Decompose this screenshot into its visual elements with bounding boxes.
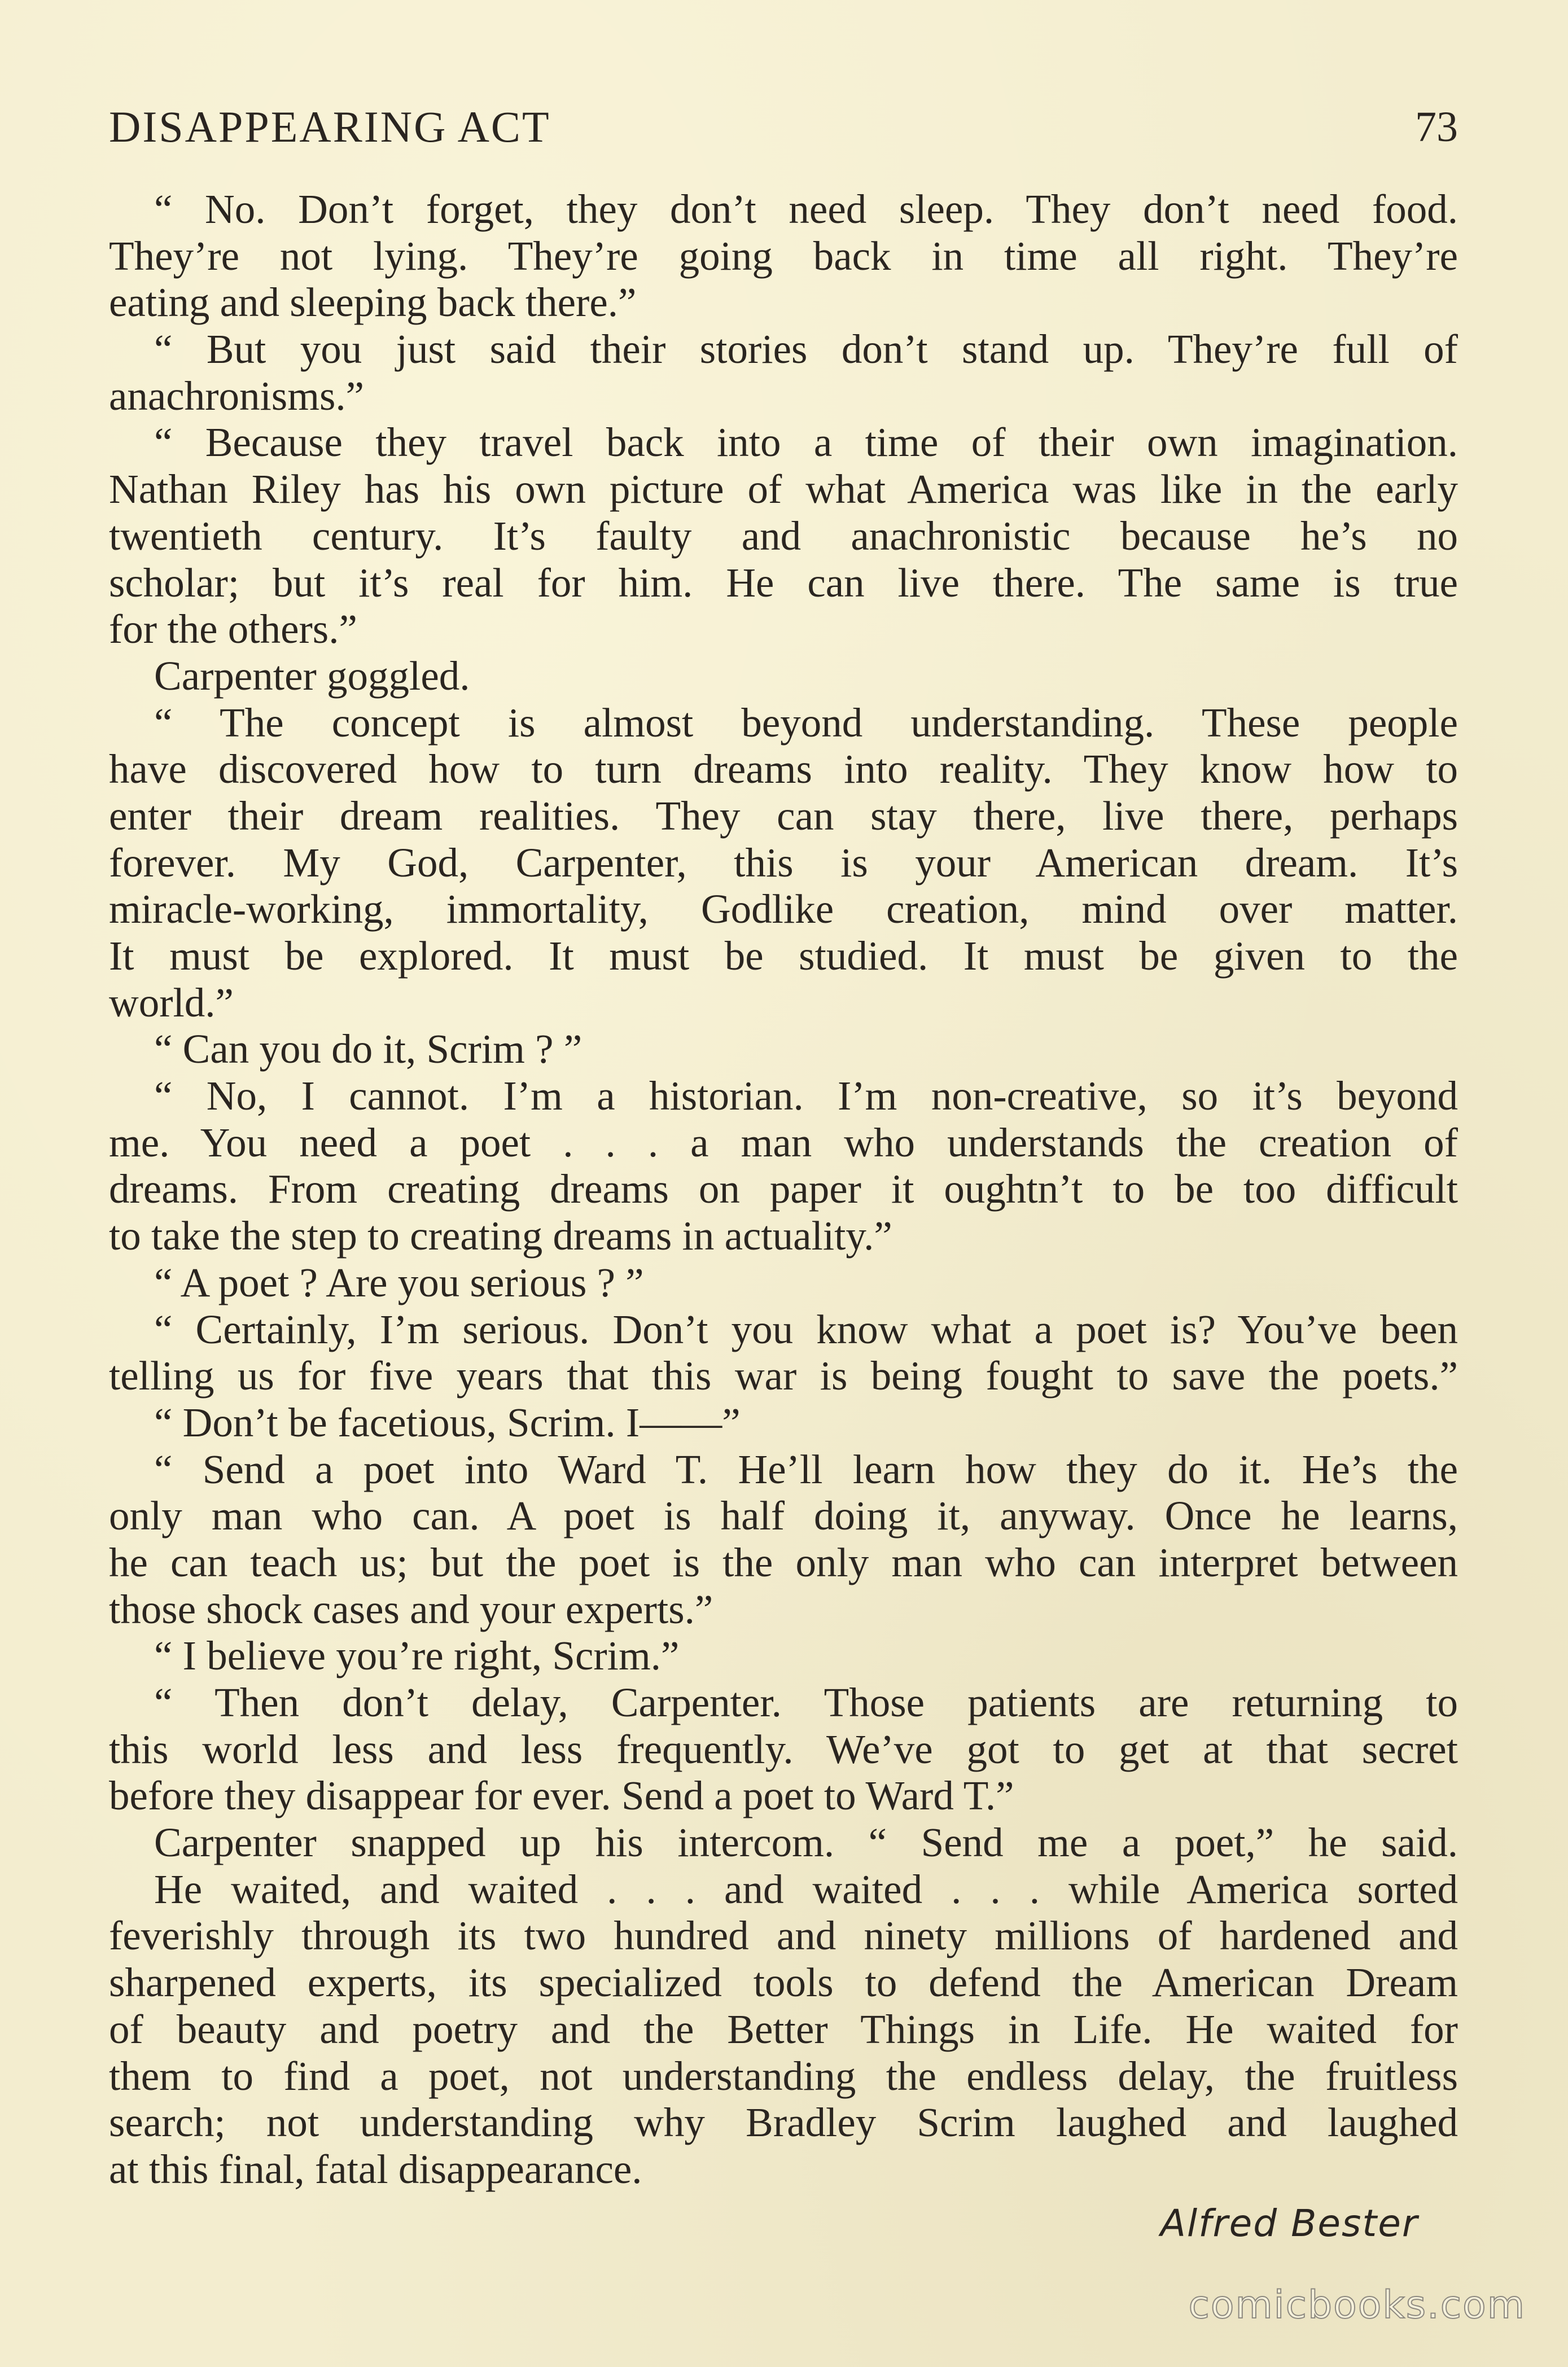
- text-line: he can teach us; but the poet is the only man who can interpret between: [109, 1539, 1458, 1585]
- text-line: before they disappear for ever. Send a poet to Ward T.”: [109, 1773, 1014, 1819]
- text-line: “ Don’t be facetious, Scrim. I——”: [154, 1399, 741, 1445]
- text-line: “ Send a poet into Ward T. He’ll learn how they do it. He’s the: [154, 1446, 1458, 1492]
- text-line: “ Can you do it, Scrim ? ”: [154, 1026, 582, 1072]
- text-line: “ The concept is almost beyond understanding. These people: [154, 699, 1458, 746]
- text-line: They’re not lying. They’re going back in time all right. They’re: [109, 233, 1458, 279]
- text-line: Nathan Riley has his own picture of what America was like in the early: [109, 466, 1458, 512]
- text-line: eating and sleeping back there.”: [109, 279, 637, 326]
- text-line: feverishly through its two hundred and ninety millions of hardened and: [109, 1913, 1458, 1959]
- running-head: DISAPPEARING ACT: [109, 102, 551, 151]
- text-line: of beauty and poetry and the Better Things in Life. He waited for: [109, 2006, 1458, 2052]
- text-line: twentieth century. It’s faulty and anachronistic because he’s no: [109, 512, 1458, 559]
- watermark: comicbooks.com: [1188, 2283, 1526, 2327]
- text-line: search; not understanding why Bradley Scrim laughed and laughed: [109, 2099, 1458, 2146]
- text-line: Carpenter snapped up his intercom. “ Send me a poet,” he said.: [154, 1820, 1458, 1866]
- text-line: dreams. From creating dreams on paper it oughtn’t to be too difficult: [109, 1166, 1458, 1212]
- text-line: “ A poet ? Are you serious ? ”: [154, 1259, 644, 1305]
- text-line: “ Because they travel back into a time of their own imagination.: [154, 419, 1458, 466]
- text-line: this world less and less frequently. We’ve got to get at that secret: [109, 1726, 1458, 1772]
- text-line: have discovered how to turn dreams into reality. They know how to: [109, 746, 1458, 792]
- text-line: “ Then don’t delay, Carpenter. Those patients are returning to: [154, 1680, 1458, 1725]
- story-text: [109, 186, 1458, 2193]
- author-signature: Alfred Bester: [1160, 2202, 1418, 2245]
- text-line: “ Certainly, I’m serious. Don’t you know what a poet is? You’ve been: [154, 1306, 1458, 1352]
- text-line: only man who can. A poet is half doing it, anyway. Once he learns,: [109, 1493, 1458, 1539]
- text-line: “ No, I cannot. I’m a historian. I’m non-creative, so it’s beyond: [154, 1073, 1458, 1119]
- text-line: forever. My God, Carpenter, this is your American dream. It’s: [109, 839, 1458, 886]
- text-line: He waited, and waited . . . and waited . . . while America sorted: [154, 1866, 1458, 1912]
- text-line: miracle-working, immortality, Godlike creation, mind over matter.: [109, 886, 1458, 932]
- text-line: them to find a poet, not understanding the endless delay, the fruitless: [109, 2053, 1458, 2099]
- text-line: at this final, fatal disappearance.: [109, 2146, 642, 2192]
- text-line: “ But you just said their stories don’t stand up. They’re full of: [154, 326, 1458, 372]
- text-line: “ I believe you’re right, Scrim.”: [154, 1633, 680, 1679]
- page-header: [109, 96, 1458, 158]
- text-line: to take the step to creating dreams in actuality.”: [109, 1213, 892, 1259]
- text-line: those shock cases and your experts.”: [109, 1586, 713, 1632]
- text-line: telling us for five years that this war is being fought to save the poets.”: [109, 1353, 1458, 1399]
- text-line: anachronisms.”: [109, 372, 365, 419]
- text-line: “ No. Don’t forget, they don’t need sleep. They don’t need food.: [154, 186, 1458, 232]
- page-number: 73: [1415, 103, 1458, 151]
- text-line: sharpened experts, its specialized tools to defend the American Dream: [109, 1960, 1458, 2006]
- text-line: Carpenter goggled.: [154, 652, 470, 699]
- text-line: me. You need a poet . . . a man who understands the creation of: [109, 1119, 1458, 1165]
- text-line: for the others.”: [109, 606, 357, 652]
- text-line: It must be explored. It must be studied. It must be given to the: [109, 933, 1458, 979]
- text-line: enter their dream realities. They can stay there, live there, perhaps: [109, 792, 1458, 839]
- text-line: world.”: [109, 979, 234, 1025]
- text-line: scholar; but it’s real for him. He can live there. The same is true: [109, 559, 1458, 606]
